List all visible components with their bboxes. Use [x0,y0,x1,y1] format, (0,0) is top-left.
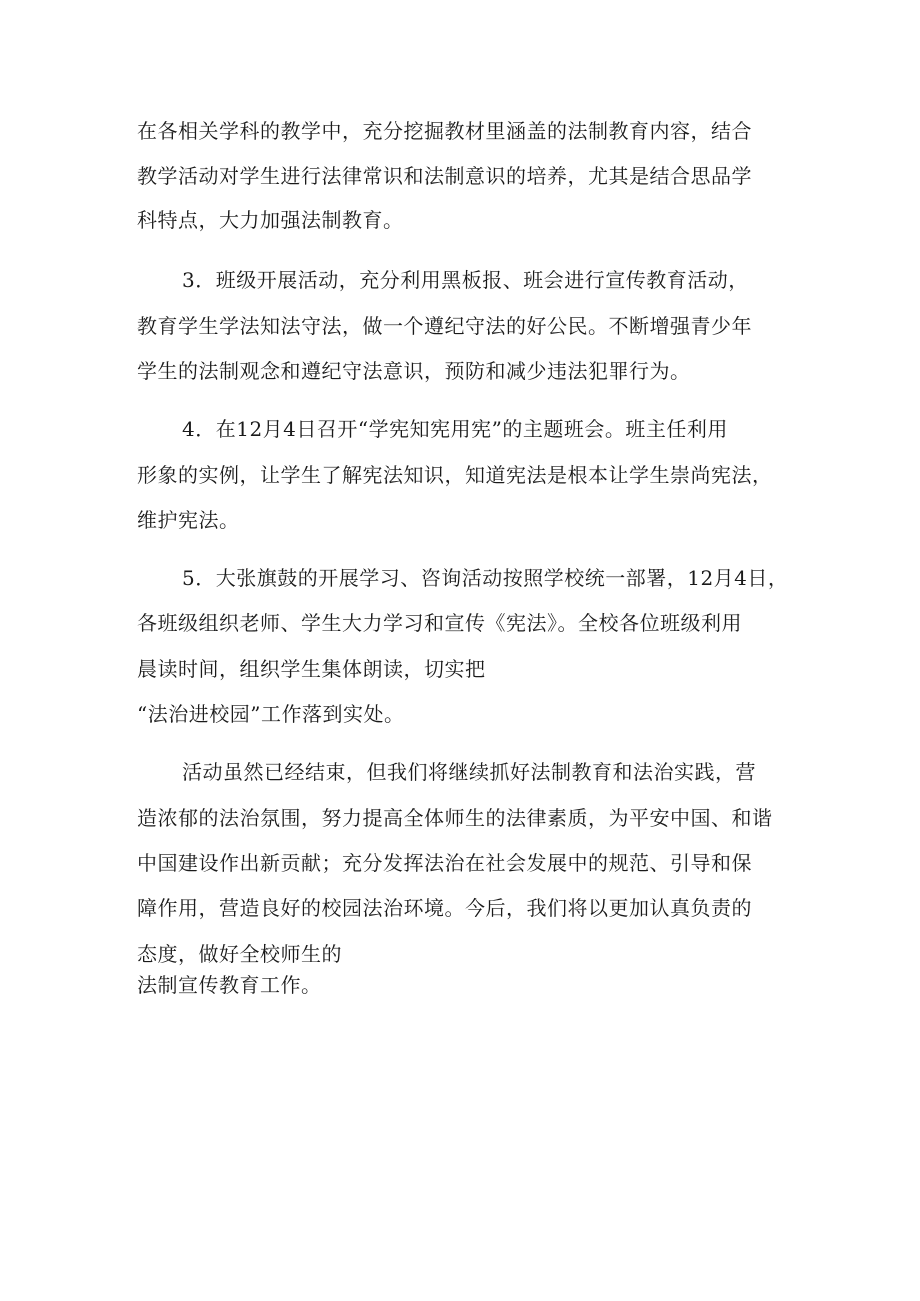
paragraph-line: 在各相关学科的教学中，充分挖掘教材里涵盖的法制教育内容，结合 [137,119,752,143]
paragraph-line: 造浓郁的法治氛围，努力提高全体师生的法律素质，为平安中国、和谐 [137,806,773,830]
paragraph-line: 中国建设作出新贡献；充分发挥法治在社会发展中的规范、引导和保 [137,851,752,875]
paragraph-line: “法治进校园”工作落到实处。 [137,702,405,726]
paragraph-line: 障作用，营造良好的校园法治环境。今后，我们将以更加认真负责的 [137,896,752,920]
list-item-5-line: 5．大张旗鼓的开展学习、咨询活动按照学校统一部署，12月4日， [182,566,789,590]
paragraph-line: 法制宣传教育工作。 [137,973,322,997]
paragraph-line: 晨读时间，组织学生集体朗读，切实把 [137,657,486,681]
closing-paragraph-line: 活动虽然已经结束，但我们将继续抓好法制教育和法治实践，营 [182,760,756,784]
list-item-3-line: 3．班级开展活动，充分利用黑板报、班会进行宣传教育活动， [182,268,749,292]
paragraph-line: 学生的法制观念和遵纪守法意识，预防和减少违法犯罪行为。 [137,359,691,383]
paragraph-line: 教育学生学法知法守法，做一个遵纪守法的好公民。不断增强青少年 [137,314,752,338]
paragraph-line: 各班级组织老师、学生大力学习和宣传《宪法》。全校各位班级利用 [137,611,742,635]
paragraph-line: 维护宪法。 [137,508,240,532]
paragraph-line: 形象的实例，让学生了解宪法知识，知道宪法是根本让学生崇尚宪法， [137,463,773,487]
paragraph-line: 态度，做好全校师生的 [137,942,342,966]
paragraph-line: 教学活动对学生进行法律常识和法制意识的培养，尤其是结合思品学 [137,164,752,188]
list-item-4-line: 4．在12月4日召开“学宪知宪用宪”的主题班会。班主任利用 [182,417,728,441]
paragraph-line: 科特点，大力加强法制教育。 [137,208,404,232]
